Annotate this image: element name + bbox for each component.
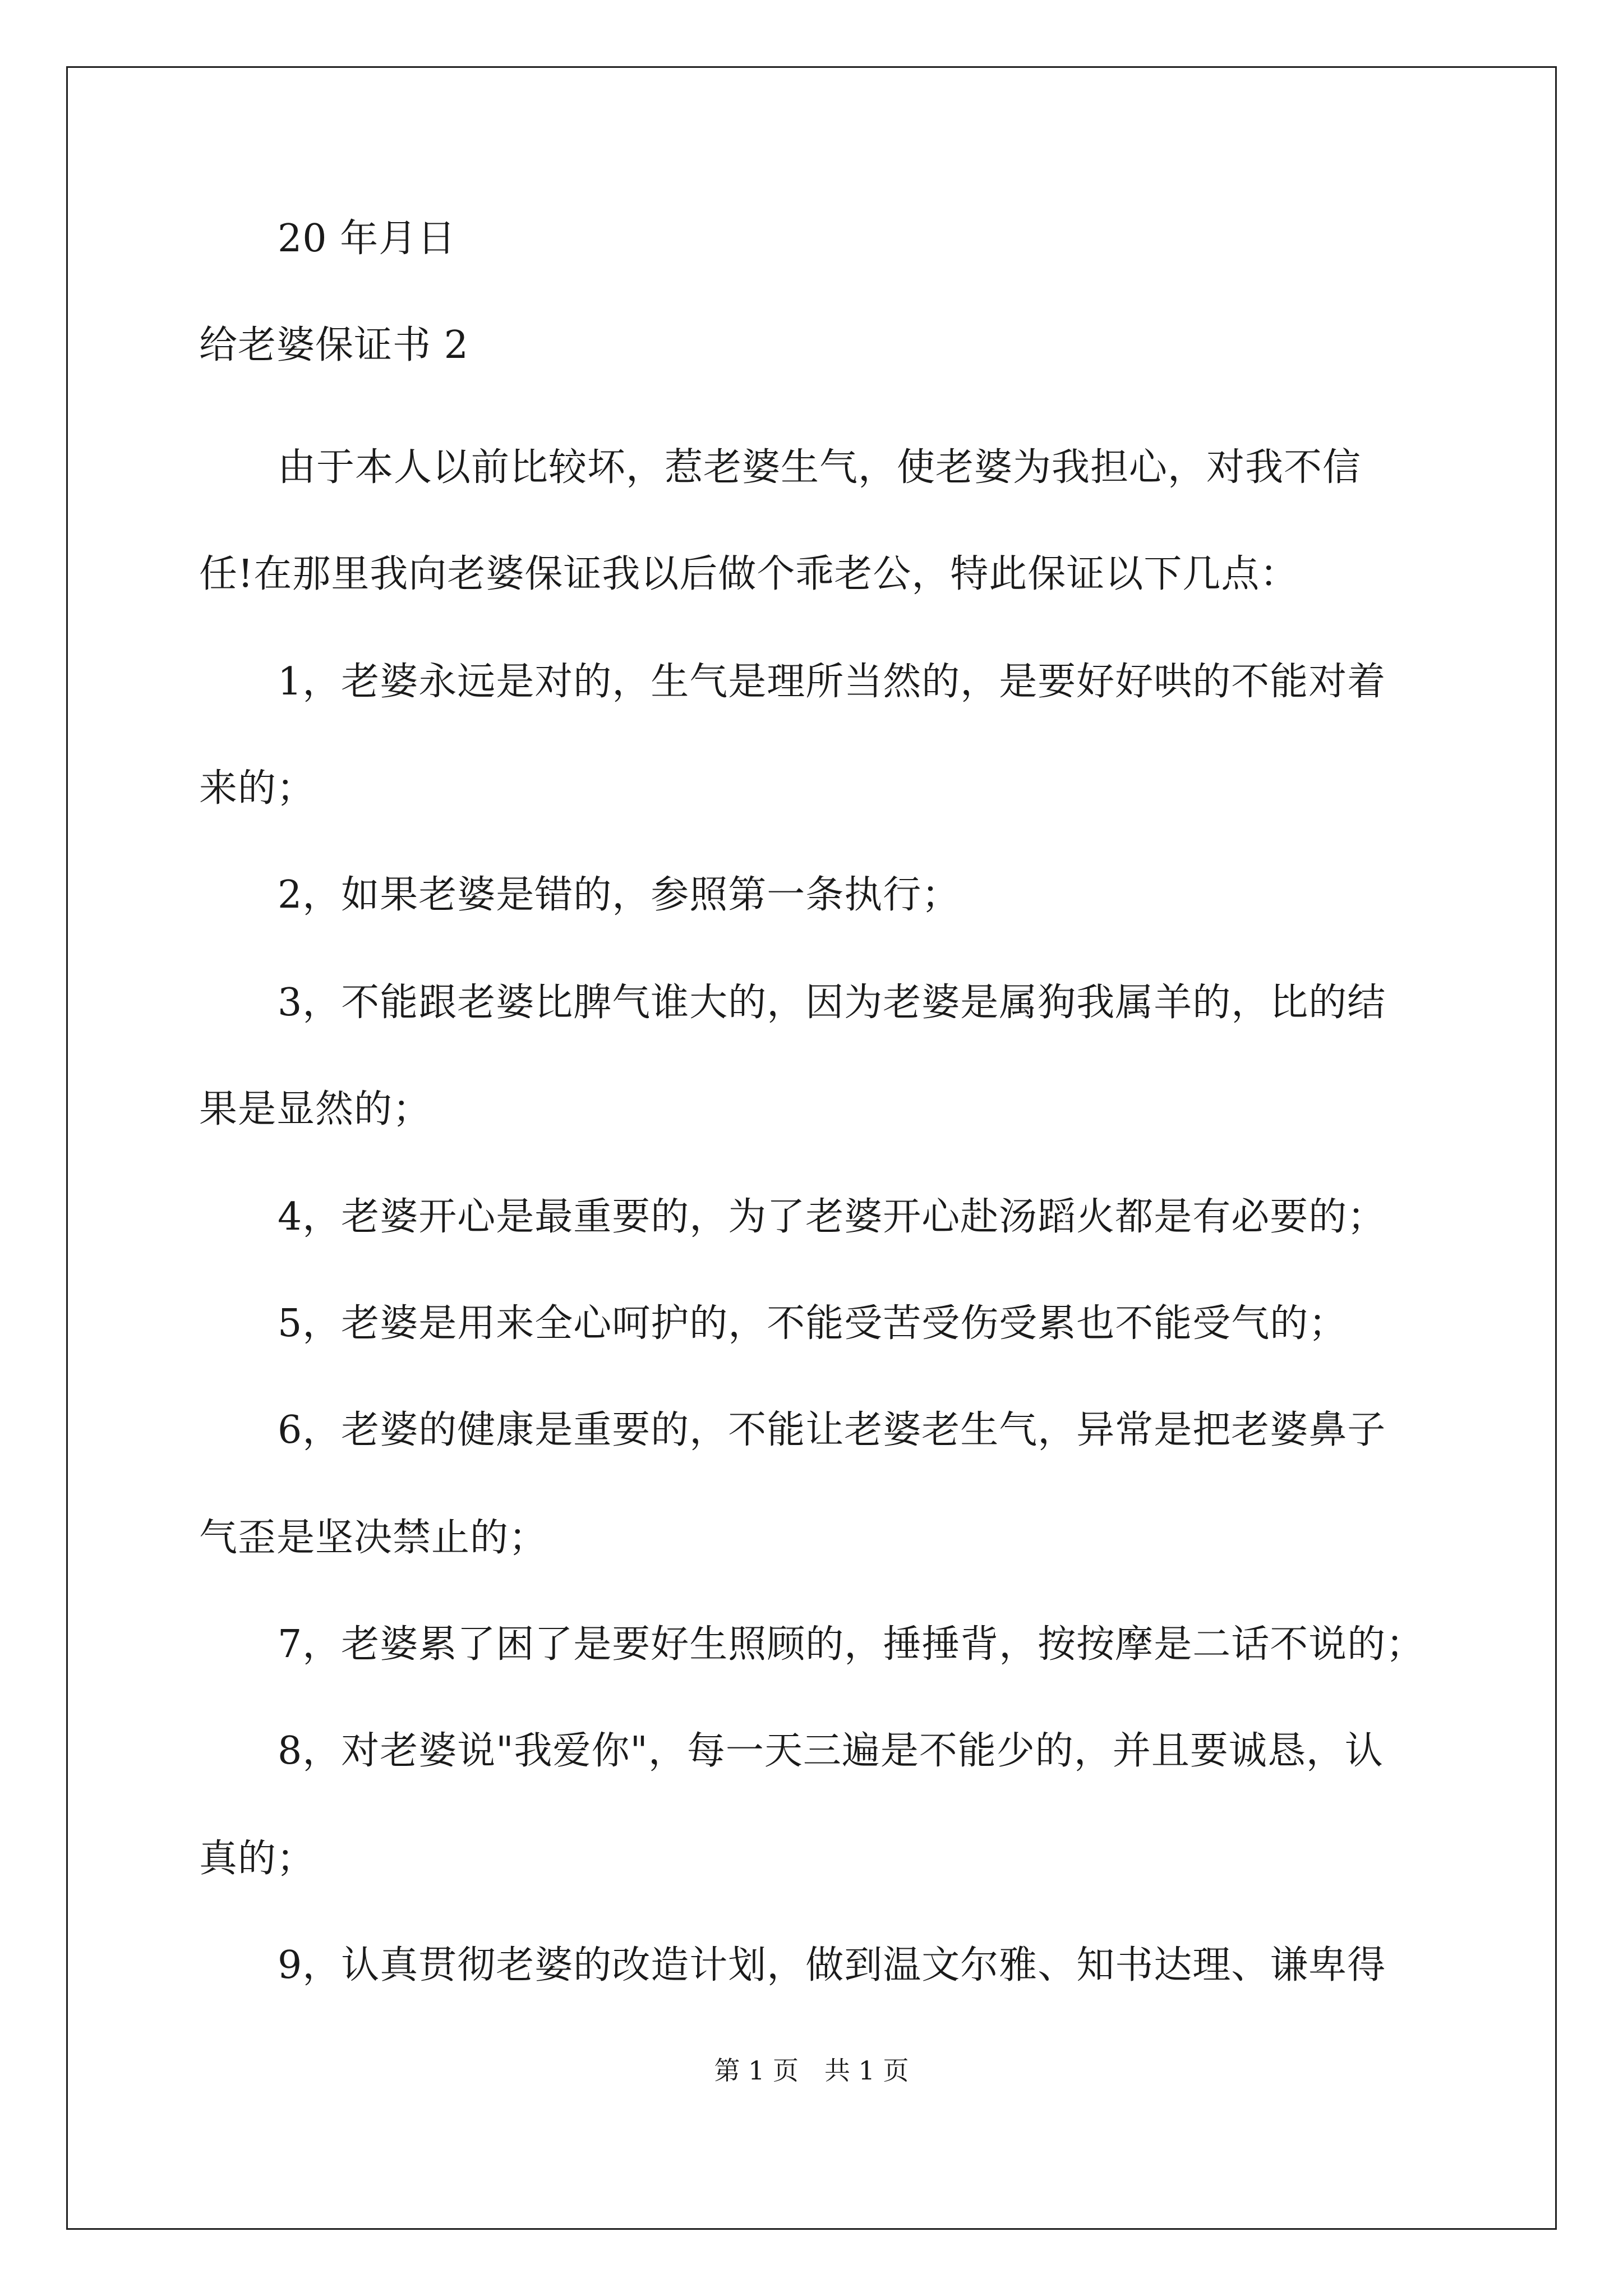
date-line: 20 年月日 <box>278 217 457 261</box>
list-item-2: 2，如果老婆是错的，参照第一条执行； <box>278 873 961 917</box>
section-title: 给老婆保证书 2 <box>199 323 469 367</box>
list-item-3: 3，不能跟老婆比脾气谁大的，因为老婆是属狗我属羊的，比的结 <box>278 981 1386 1025</box>
list-item-9: 9，认真贯彻老婆的改造计划，做到温文尔雅、知书达理、谦卑得 <box>278 1943 1386 1987</box>
list-item-5: 5，老婆是用来全心呵护的，不能受苦受伤受累也不能受气的； <box>278 1301 1348 1346</box>
list-item-8: 8，对老婆说"我爱你"，每一天三遍是不能少的，并且要诚恳，认 <box>278 1729 1384 1773</box>
list-item-4: 4，老婆开心是最重要的，为了老婆开心赴汤蹈火都是有必要的； <box>278 1195 1386 1239</box>
list-item-3-continued: 果是显然的； <box>199 1087 432 1131</box>
list-item-7: 7，老婆累了困了是要好生照顾的，捶捶背，按按摩是二话不说的； <box>278 1622 1425 1667</box>
list-item-1-continued: 来的； <box>199 766 316 811</box>
list-item-6-continued: 气歪是坚决禁止的； <box>199 1516 548 1560</box>
list-item-8-continued: 真的； <box>199 1837 316 1881</box>
list-item-1: 1，老婆永远是对的，生气是理所当然的，是要好好哄的不能对着 <box>278 660 1386 704</box>
paragraph-line: 任!在那里我向老婆保证我以后做个乖老公，特此保证以下几点： <box>199 552 1299 596</box>
list-item-6: 6，老婆的健康是重要的，不能让老婆老生气，异常是把老婆鼻子 <box>278 1408 1386 1452</box>
paragraph-line: 由于本人以前比较坏，惹老婆生气，使老婆为我担心，对我不信 <box>278 445 1362 490</box>
page-border <box>66 66 1557 2230</box>
page-footer: 第 1 页 共 1 页 <box>714 2055 909 2086</box>
